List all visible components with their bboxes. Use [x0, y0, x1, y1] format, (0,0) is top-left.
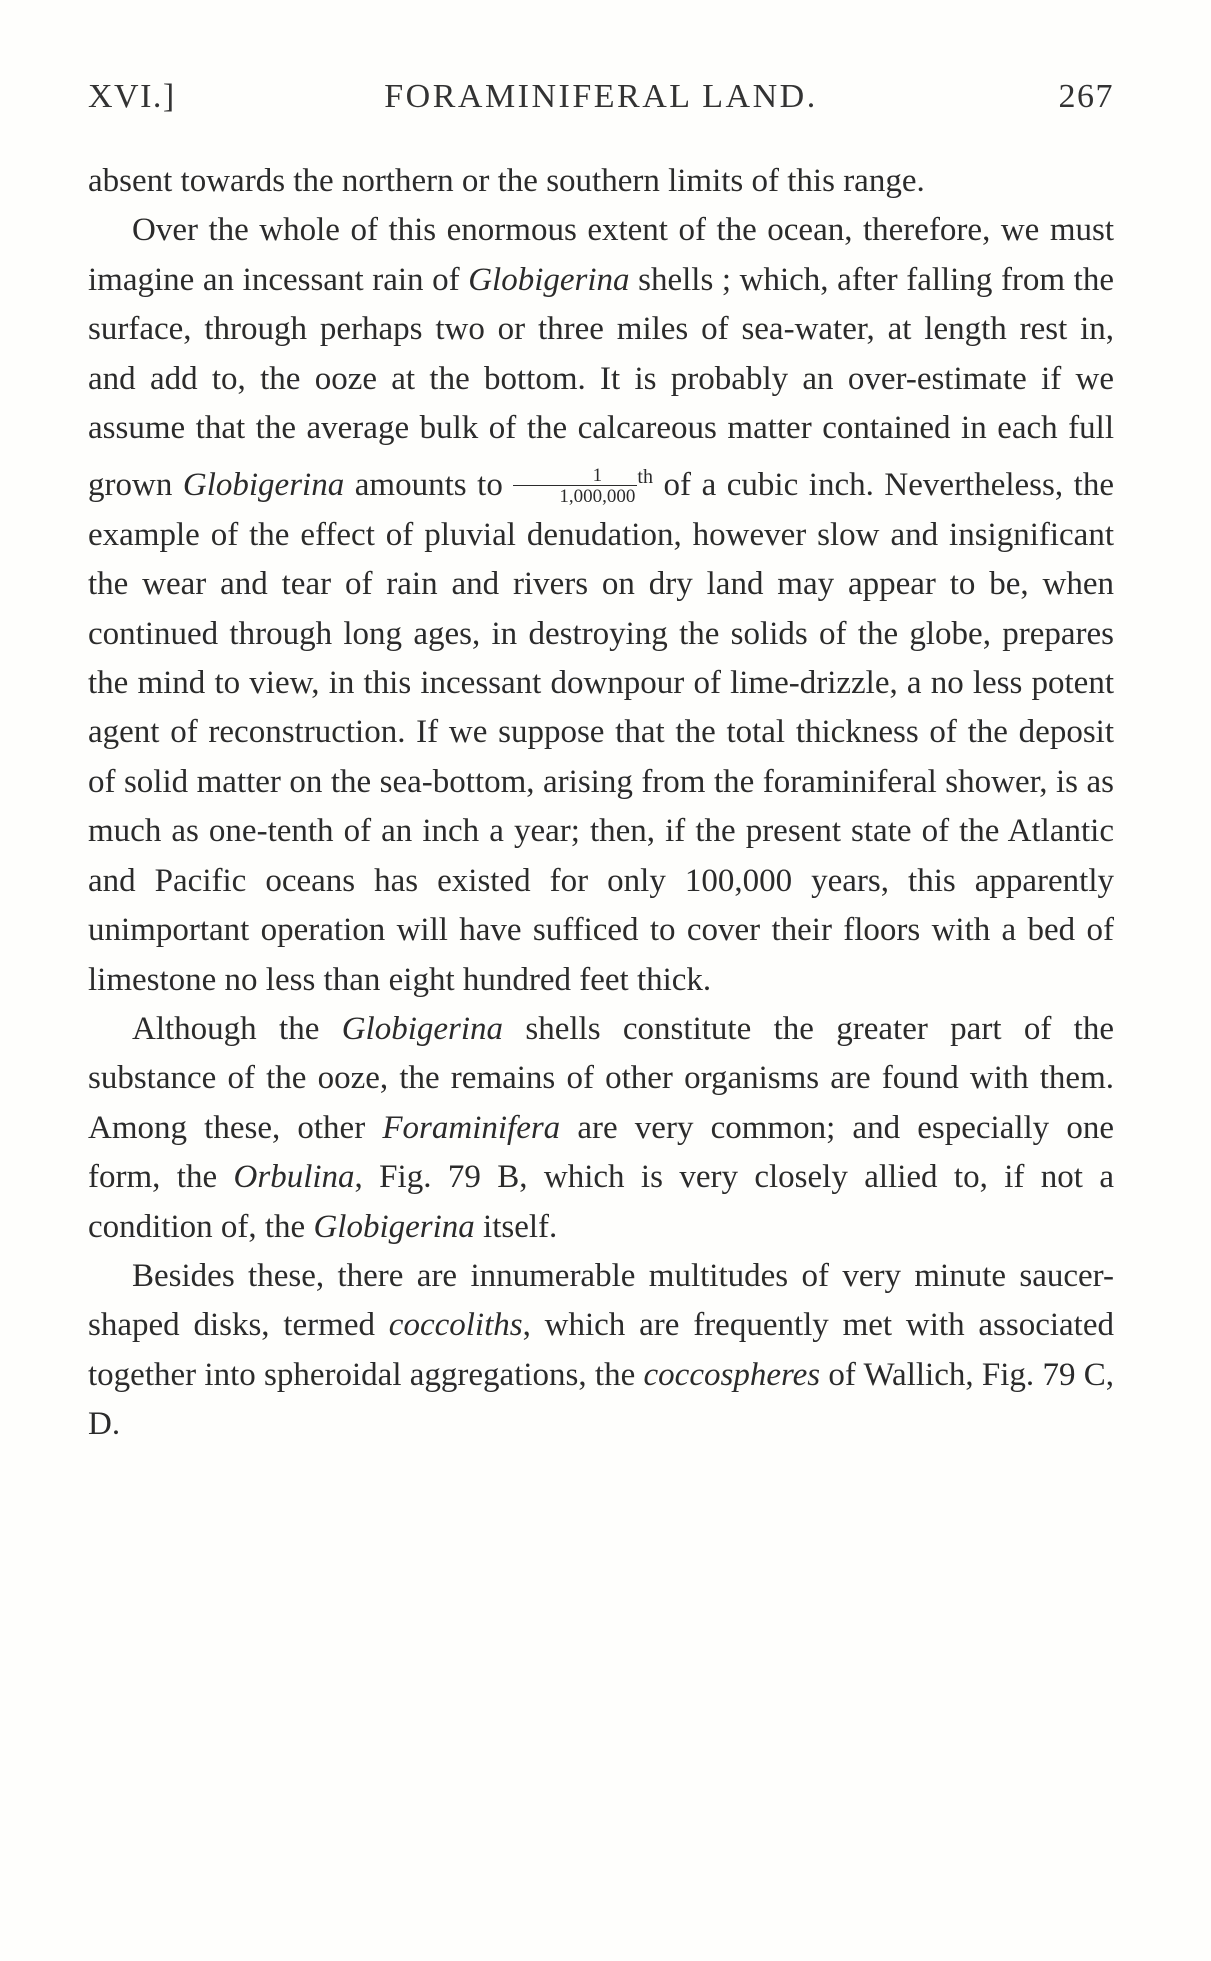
italic-term: Globigerina	[182, 467, 345, 504]
chapter-number: XVI.]	[88, 78, 176, 115]
running-head	[88, 78, 1114, 126]
italic-term: Globigerina	[341, 1010, 504, 1047]
chapter-title: FORAMINIFERAL LAND.	[384, 78, 818, 115]
paragraph-4: Besides these, there are innumerable multitudes of very minute saucer-shaped disks, termed coccoliths, which are frequently met with associated together into spheroidal aggregations, the coccospheres of Wallich, Fig. 79 C, D.	[88, 1257, 1114, 1443]
italic-term: coccoliths	[388, 1307, 523, 1344]
italic-term: Globigerina	[313, 1208, 475, 1245]
italic-term: Globigerina	[468, 261, 630, 298]
body-text	[88, 157, 1114, 1450]
paragraph-2: Over the whole of this enormous extent of the ocean, therefore, we must imagine an incessant rain of Globigerina shells ; which, after falling from the surface, through perhaps two or three miles of sea-water, at length rest in, and add to, the ooze at the bottom. It is probably an over-estimate if we assume that the average bulk of the calcareous matter contained in each full grown Globigerina amounts to $\frac{1}{1,000,000}$ $^{th}$ of a cubic inch. Nevertheless, the example of the effect of pluvial denudation, however slow and insignificant the wear and tear of rain and rivers on dry land may appear to be, when continued through long ages, in destroying the solids of the globe, prepares the mind to view, in this incessant downpour of lime-drizzle, a no less potent agent of reconstruction. If we suppose that the total thickness of the deposit of solid matter on the sea-bottom, arising from the foraminiferal shower, is as much as one-tenth of an inch a year; then, if the present state of the Atlantic and Pacific oceans has existed for only 100,000 years, this apparently unimportant operation will have sufficed to cover their floors with a bed of limestone no less than eight hundred feet thick.	[88, 212, 1115, 998]
page-number: 267	[1058, 78, 1114, 115]
fraction: $\frac{1}{1,000,000}$	[513, 466, 637, 506]
italic-term: coccospheres	[643, 1356, 821, 1393]
paragraph-3: Although the Globigerina shells constitute the greater part of the substance of the ooze, the remains of other organisms are found with them. Among these, other Foraminifera are very common; and especially one form, the Orbulina, Fig. 79 B, which is very closely allied to, if not a condition of, the Globigerina itself.	[88, 1010, 1115, 1245]
ordinal-suffix: th	[637, 466, 653, 489]
italic-term: Orbulina	[233, 1159, 355, 1196]
italic-term: Foraminifera	[382, 1109, 561, 1146]
paragraph-1: absent towards the northern or the southern limits of this range.	[88, 163, 925, 199]
